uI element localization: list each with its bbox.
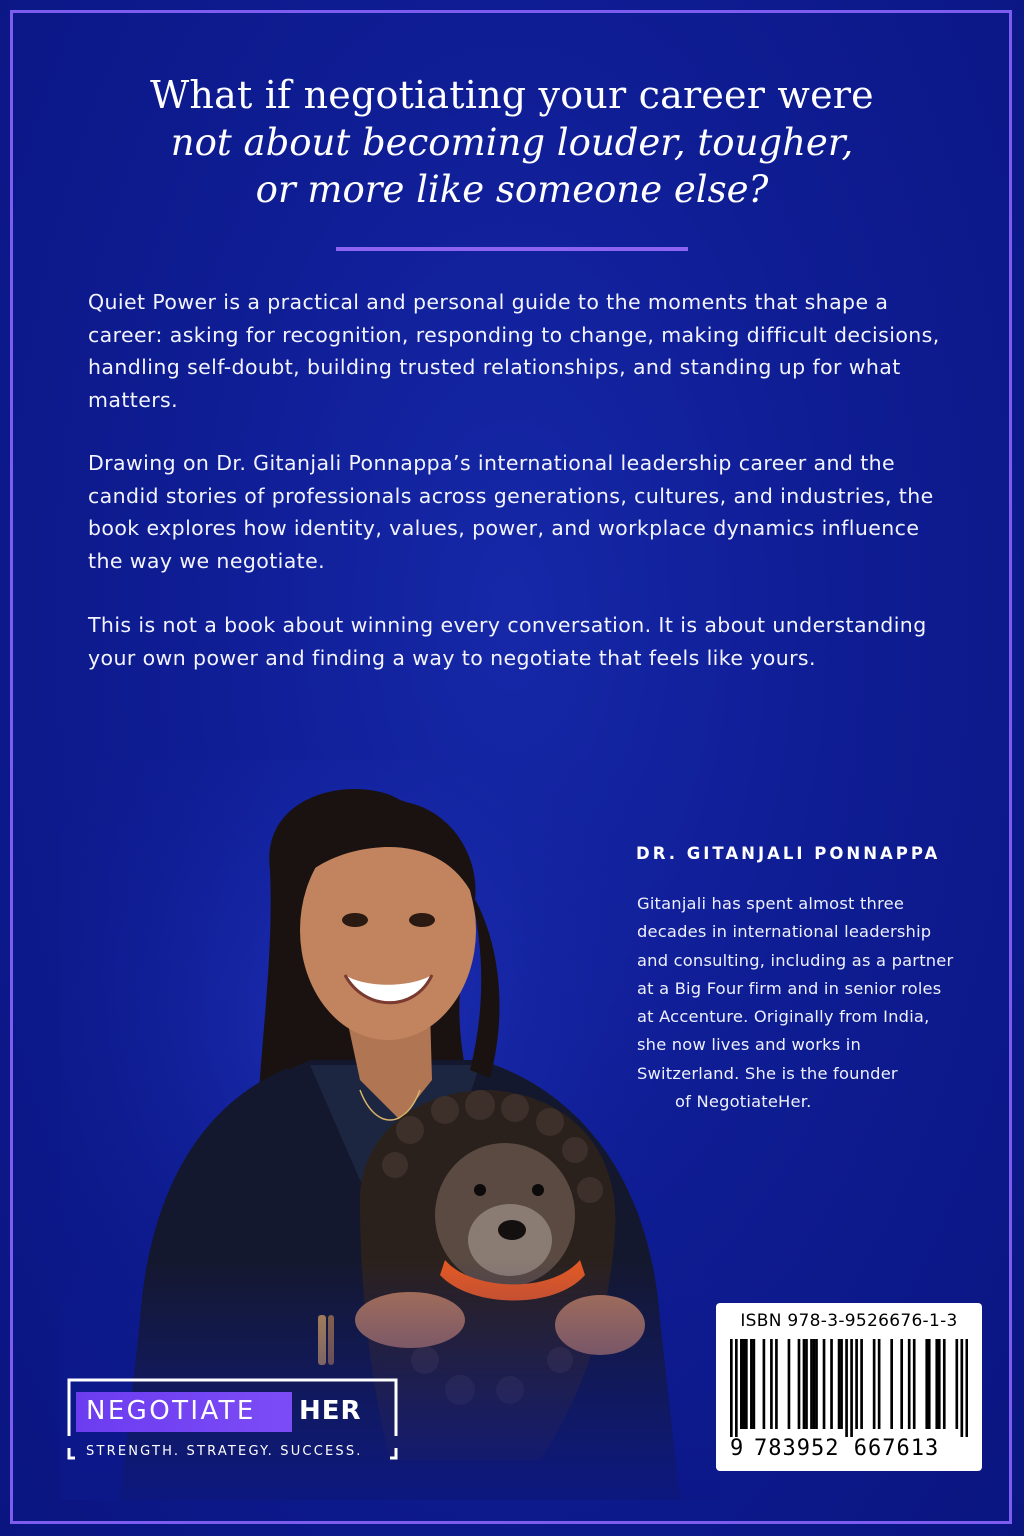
barcode-bar: [878, 1339, 881, 1429]
headline: [0, 72, 1024, 213]
barcode-bar: [943, 1339, 946, 1429]
barcode-bars: [730, 1339, 968, 1437]
barcode-bar: [935, 1339, 938, 1429]
barcode-bar: [873, 1339, 876, 1429]
headline-divider: [336, 247, 688, 251]
barcode-bar: [955, 1339, 958, 1429]
barcode-bar: [850, 1339, 853, 1437]
author-bio-line: at a Big Four firm and in senior roles: [637, 978, 942, 998]
barcode-bar: [908, 1339, 911, 1429]
barcode-bar: [830, 1339, 833, 1429]
barcode-bar: [925, 1339, 928, 1429]
isbn-first-digit: 9: [730, 1436, 745, 1461]
barcode-bar: [735, 1339, 738, 1437]
author-bio-line: and consulting, including as a partner: [637, 950, 954, 970]
barcode-bar: [840, 1339, 843, 1429]
barcode-bar: [788, 1339, 791, 1429]
author-bio-line: of NegotiateHer.: [675, 1092, 812, 1112]
barcode-bar: [938, 1339, 941, 1429]
barcode-bar: [798, 1339, 801, 1429]
barcode-bar: [845, 1339, 848, 1437]
barcode-bar: [740, 1339, 743, 1429]
barcode-bar: [965, 1339, 968, 1437]
barcode-bar: [815, 1339, 818, 1429]
barcode-bar: [855, 1339, 858, 1429]
author-bio-line: Switzerland. She is the founder: [637, 1063, 898, 1083]
author-bio: [637, 890, 1007, 1116]
description-paragraph-3: This is not a book about winning every conversation. It is about understanding your own power and finding a way to negotiate that feels like yours.: [88, 613, 927, 670]
headline-line-2: not about becoming louder, tougher,: [170, 121, 854, 164]
barcode-bar: [745, 1339, 748, 1429]
barcode-bar: [928, 1339, 931, 1429]
barcode-bar: [750, 1339, 753, 1429]
barcode-bar: [775, 1339, 778, 1429]
barcode-bar: [730, 1339, 733, 1437]
barcode-bar: [763, 1339, 766, 1429]
negotiateher-logo: [61, 1378, 398, 1460]
headline-line-1: What if negotiating your career were: [150, 73, 874, 117]
isbn-barcode: [716, 1303, 982, 1471]
barcode-bar: [890, 1339, 893, 1429]
author-bio-line: Gitanjali has spent almost three: [637, 894, 905, 913]
barcode-bar: [803, 1339, 806, 1429]
description-paragraph-1: Quiet Power is a practical and personal guide to the moments that shape a career: asking for recognition, responding to change, making difficult decisions, handling self-doubt, building trusted relationships, and standing up for what matters.: [88, 290, 940, 412]
author-bio-line: she now lives and works in: [637, 1035, 862, 1055]
author-bio-line: decades in international leadership: [637, 922, 932, 942]
isbn-label: ISBN 978-3-9526676-1-3: [740, 1311, 958, 1331]
isbn-digit-groups: 783952 667613: [754, 1436, 940, 1461]
barcode-bar: [805, 1339, 808, 1429]
headline-line-3: or more like someone else?: [255, 168, 769, 211]
barcode-bar: [813, 1339, 816, 1429]
logo-word-negotiate: NEGOTIATE: [86, 1396, 256, 1426]
description-paragraph-2: Drawing on Dr. Gitanjali Ponnappa’s international leadership career and the candid stories of professionals across generations, cultures, and industries, the book explores how identity, values, power, and workplace dynamics influence the way we negotiate.: [88, 451, 934, 573]
logo-word-her: HER: [299, 1396, 362, 1426]
barcode-bar: [743, 1339, 746, 1429]
barcode-bar: [960, 1339, 963, 1437]
barcode-bar: [900, 1339, 903, 1429]
barcode-bar: [810, 1339, 813, 1429]
logo-tagline: STRENGTH. STRATEGY. SUCCESS.: [86, 1444, 363, 1459]
barcode-bar: [838, 1339, 841, 1429]
barcode-bar: [860, 1339, 863, 1429]
author-name: DR. GITANJALI PONNAPPA: [636, 844, 941, 863]
barcode-bar: [823, 1339, 826, 1429]
barcode-bar: [753, 1339, 756, 1429]
barcode-bar: [770, 1339, 773, 1429]
barcode-bar: [913, 1339, 916, 1429]
author-bio-line: at Accenture. Originally from India,: [637, 1007, 930, 1027]
